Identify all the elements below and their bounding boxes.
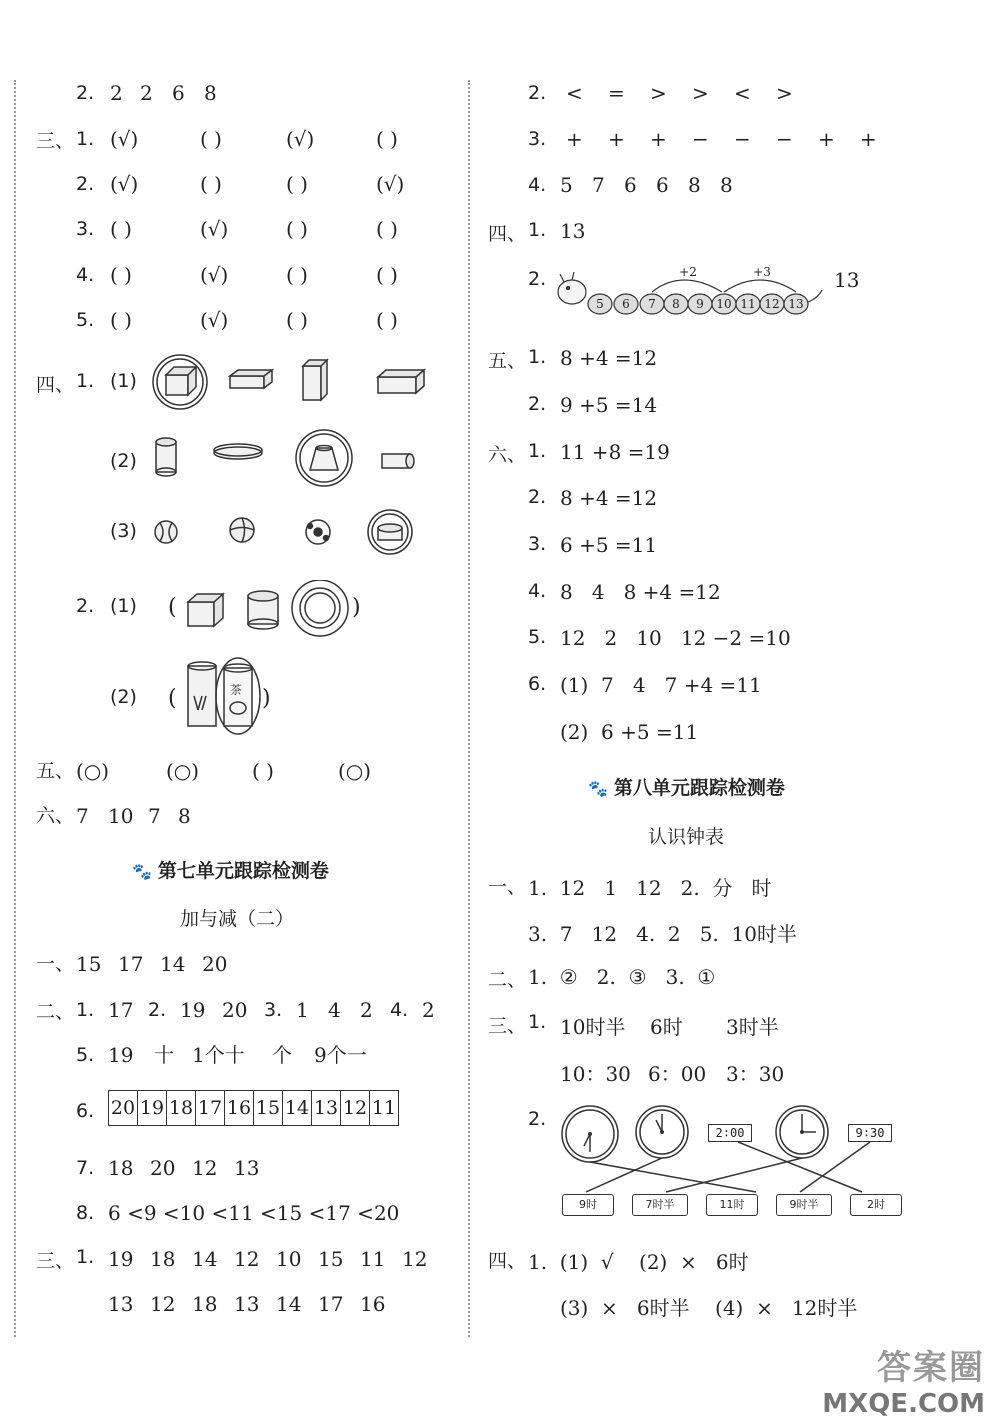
- number-sequence-table: 20 19 18 17 16 15 14 13 12 11: [108, 1090, 399, 1126]
- unit8-subtitle: 认识钟表: [648, 826, 725, 848]
- svg-text:8: 8: [672, 297, 680, 311]
- svg-text:12: 12: [764, 297, 780, 311]
- unit8-s1-row2: 3. 7 12 4. 2 5. 10时半: [528, 922, 797, 946]
- unit8-s1-row1: 1. 12 1 12 2. 分 时: [528, 876, 772, 900]
- answer-page: 2. 2 2 6 8 三、 1. (√) ( ) (√) ( ) 2. (√) ( ) ( ) (√) 3. ( ) (√) ( ) ( ) 4. ( ) (√) ( ) ( ) 5. ( ) (√) ( ) ( ) 四、 1. (1) (2) (3) 2. (1) ( ) (2) ( ) 茶 五、 (○) (○) ( ) (○) 六、 7 10 7 8 🐾 第七单元跟踪检测卷 加与减（二） 一、 15 17 14 20 二、 1. 17 2. 19 20 3. 1 4 2 4. 2 5. 19 十 1个十 个 9个一 6. 20 19 18 17 16 15 14 13 12 11 7. 18 20 12 13 8. 6 <9 <10 <11 <15 <17 <20 三、 1. 19 18 14 12 10 15 11 12 13 12 18 13 14 17 16 2. < = > > < > 3. + + + − − − + + 4. 5 7 6 6 8 8 四、 1. 13 2. 5 6 7 8 9 10 11 12 13 +2 +3 13 五、 1. 8 +4 =12 2. 9 +5 =14 六、 1. 11 +8 =19 2. 8 +4 =12 3. 6 +5 =11 4. 8 4 8 +4 =12 5. 12 2 10 12 −2 =10 6. (1) 7 4 7 +4 =11 (2) 6 +5 =11 🐾 第八单元跟踪检测卷 认识钟表 一、 1. 12 1 12 2. 分 时 3. 7 12 4. 2 5. 10时半 二、 1. ② 2. ③ 3. ① 三、 1. 10时半 6时 3时半 10：30 6：00 3：30 2. 2∶00 9∶30 9时 7时半 11时 9时半 2时 四、 1. (1) √ (2) × 6时 (3) × 6时半 (4) × 12时半 答案圈 MXQE.COM: [0, 0, 1000, 1427]
- unit8-s2: 1. ② 2. ③ 3. ①: [528, 965, 716, 989]
- shape-figures-q2-1: [180, 580, 350, 640]
- left-margin-rule: [14, 80, 16, 1337]
- watermark-logo: 答案圈 MXQE.COM: [822, 1348, 985, 1419]
- paw-icon: 🐾: [132, 862, 152, 881]
- digital-clock-2: 9∶30: [848, 1124, 892, 1142]
- svg-text:13: 13: [788, 297, 804, 311]
- time-label-box: 7时半: [632, 1194, 688, 1216]
- svg-text:5: 5: [596, 297, 604, 311]
- time-label-box: 9时: [562, 1194, 614, 1216]
- unit8-s4-row1: 1. (1) √ (2) × 6时: [528, 1250, 749, 1274]
- time-label-box: 9时半: [776, 1194, 832, 1216]
- svg-text:10: 10: [716, 297, 732, 311]
- svg-text:茶: 茶: [230, 683, 243, 697]
- svg-text:11: 11: [740, 297, 756, 311]
- column-divider: [468, 80, 470, 1337]
- shape-figures-q1: [150, 350, 450, 560]
- shape-figures-q2-2: [180, 656, 264, 736]
- unit8-s4-row2: (3) × 6时半 (4) × 12时半: [560, 1296, 858, 1320]
- digital-clock-1: 2∶00: [708, 1124, 752, 1142]
- svg-text:6: 6: [622, 297, 630, 311]
- unit7-title: 🐾 第七单元跟踪检测卷: [132, 860, 329, 882]
- caterpillar-number-line: [556, 262, 826, 324]
- unit8-title: 🐾 第八单元跟踪检测卷: [588, 777, 785, 799]
- unit7-subtitle: 加与减（二）: [180, 908, 295, 930]
- paw-icon: 🐾: [588, 779, 608, 798]
- time-label-box: 11时: [706, 1194, 758, 1216]
- svg-text:7: 7: [648, 297, 656, 311]
- svg-text:9: 9: [696, 297, 704, 311]
- svg-text:+3: +3: [753, 265, 771, 279]
- time-label-box: 2时: [850, 1194, 902, 1216]
- svg-text:+2: +2: [679, 265, 697, 279]
